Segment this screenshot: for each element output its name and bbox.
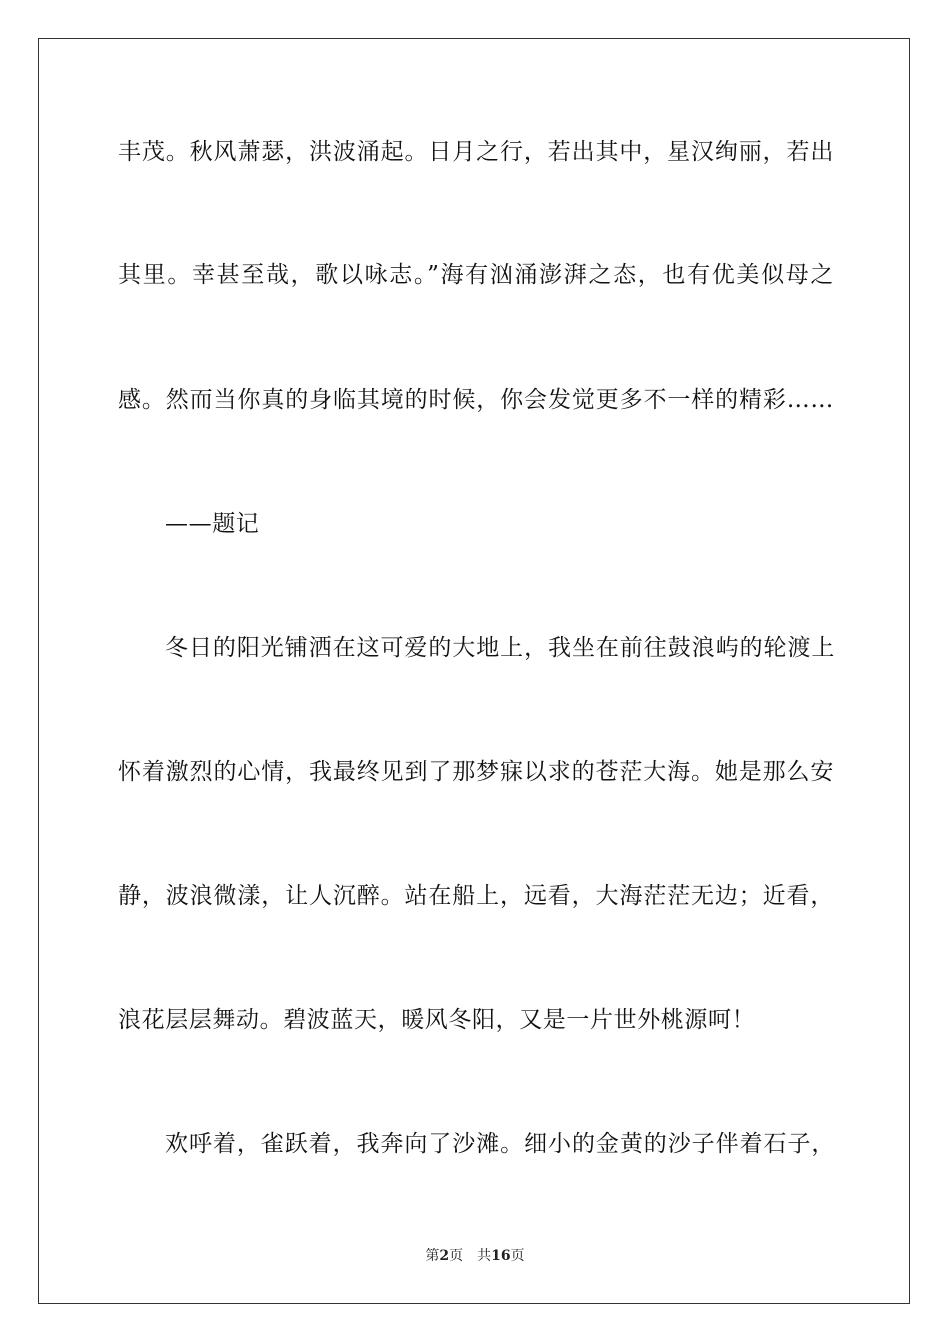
text-line-7: 静，波浪微漾，让人沉醉。站在船上，远看，大海茫茫无边；近看， xyxy=(118,883,834,909)
text-line-5: 冬日的阳光铺洒在这可爱的大地上，我坐在前往鼓浪屿的轮渡上 xyxy=(165,635,835,661)
text-line-8: 浪花层层舞动。碧波蓝天，暖风冬阳，又是一片世外桃源呵！ xyxy=(118,1007,756,1033)
page-border xyxy=(38,38,910,1304)
footer-page-number: 2 xyxy=(439,1248,450,1264)
footer-total-prefix: 共 xyxy=(477,1248,492,1264)
text-line-1: 丰茂。秋风萧瑟，洪波涌起。日月之行，若出其中，星汉绚丽，若出 xyxy=(118,139,834,165)
footer-page-suffix: 页 xyxy=(449,1248,464,1264)
footer-page-prefix: 第 xyxy=(425,1248,440,1264)
footer-total-pages: 16 xyxy=(491,1248,511,1264)
footer-total-suffix: 页 xyxy=(510,1248,525,1264)
text-line-3: 感。然而当你真的身临其境的时候，你会发觉更多不一样的精彩…… xyxy=(118,387,834,413)
epigraph-attribution: ——题记 xyxy=(165,511,260,537)
page-footer xyxy=(0,1247,950,1265)
text-line-6: 怀着激烈的心情，我最终见到了那梦寐以求的苍茫大海。她是那么安 xyxy=(118,759,834,785)
text-line-2: 其里。幸甚至哉，歌以咏志。”海有汹涌澎湃之态，也有优美似母之 xyxy=(118,262,834,288)
text-line-9: 欢呼着，雀跃着，我奔向了沙滩。细小的金黄的沙子伴着石子， xyxy=(165,1131,835,1157)
